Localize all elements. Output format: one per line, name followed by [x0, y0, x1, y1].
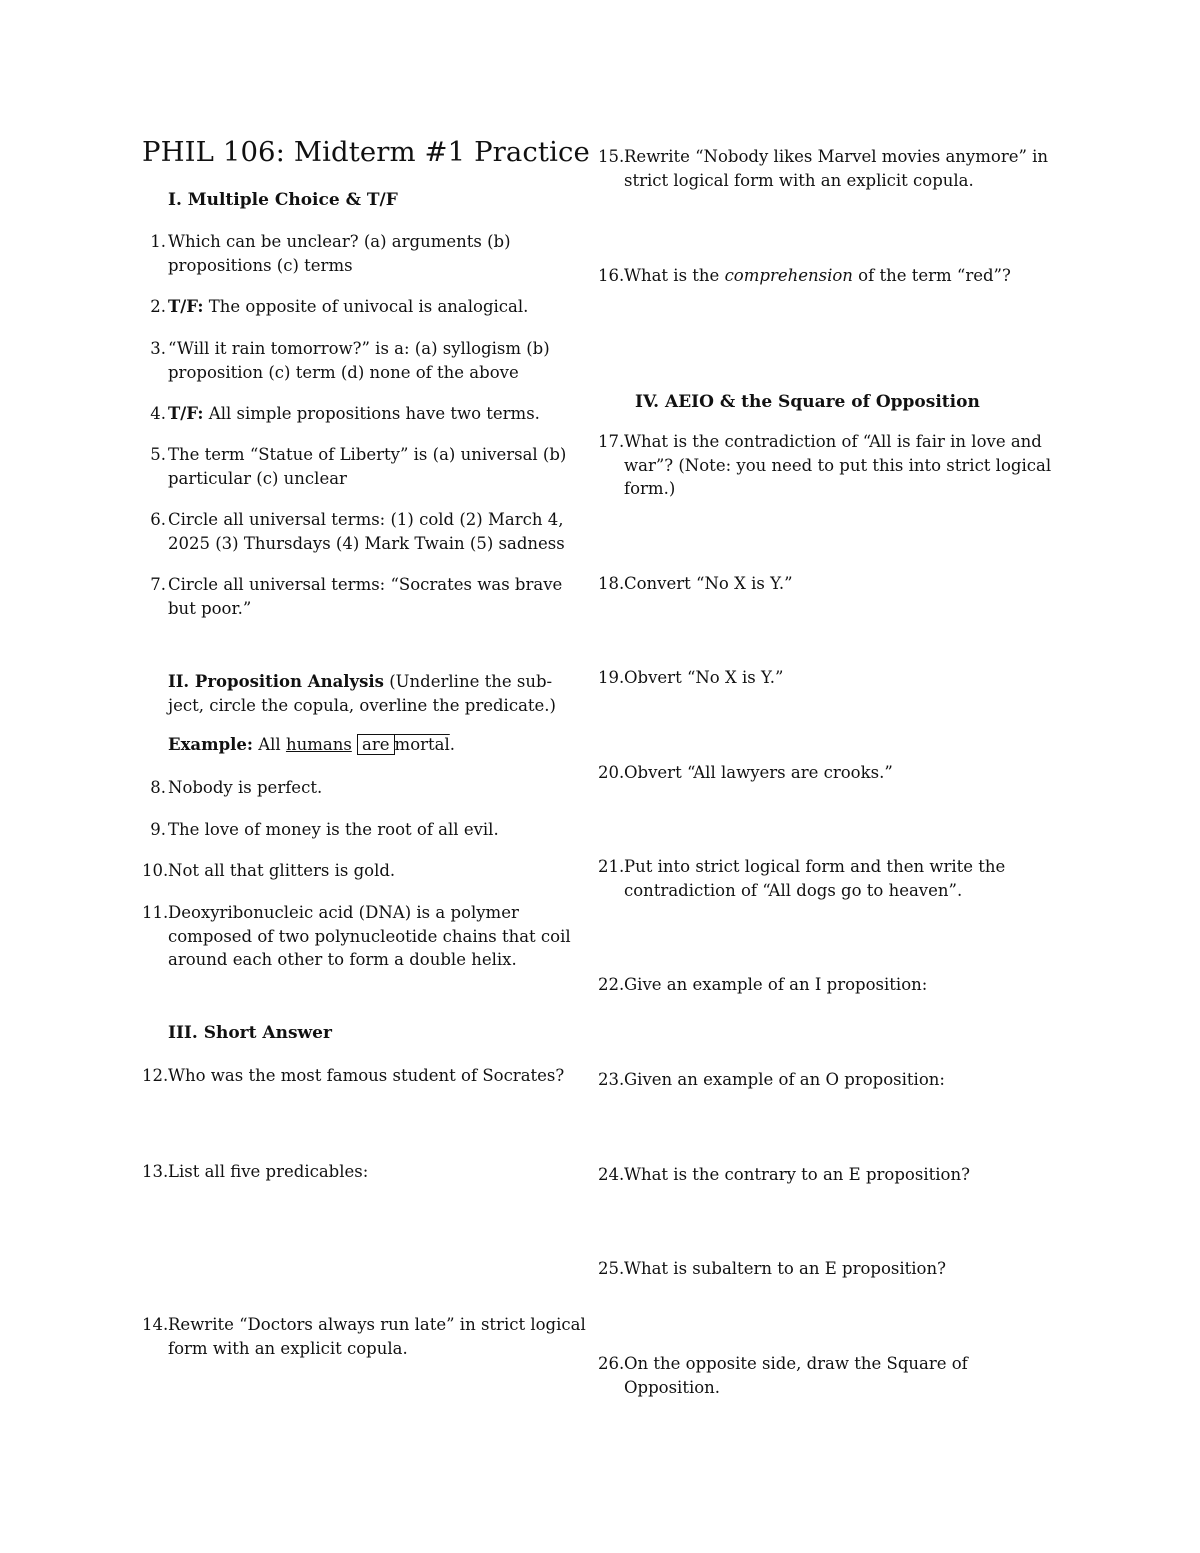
page-title: PHIL 106: Midterm #1 Practice	[142, 136, 590, 168]
question-number: 20.	[598, 763, 625, 782]
question-number: 12.	[142, 1066, 169, 1085]
question-number: 15.	[598, 147, 625, 166]
question-text: The love of money is the root of all evil.	[168, 820, 499, 839]
question-text: Rewrite “Doctors always run late” in strict logical form with an explicit copula.	[168, 1315, 586, 1358]
question-text: Not all that glitters is gold.	[168, 861, 396, 880]
question-text: Which can be unclear? (a) arguments (b) propositions (c) terms	[168, 232, 511, 275]
section-heading-aeio: IV. AEIO & the Square of Opposition	[635, 392, 980, 412]
section-instructions: (Underline the sub-ject, circle the copula, overline the predicate.)	[168, 672, 556, 715]
question-number: 14.	[142, 1315, 169, 1334]
question-number: 3.	[150, 339, 166, 358]
question-number: 9.	[150, 820, 166, 839]
question-text: Obvert “All lawyers are crooks.”	[624, 763, 893, 782]
true-false-label: T/F:	[168, 297, 204, 316]
example-predicate: mortal	[394, 735, 450, 754]
question-text: Circle all universal terms: (1) cold (2) March 4, 2025 (3) Thursdays (4) Mark Twain (5) sadness	[168, 510, 565, 553]
question-text: Give an example of an I proposition:	[624, 975, 928, 994]
question-text: “Will it rain tomorrow?” is a: (a) syllogism (b) proposition (c) term (d) none of the above	[168, 339, 550, 382]
question-text: On the opposite side, draw the Square of Opposition.	[624, 1354, 968, 1397]
question-text: Put into strict logical form and then write the contradiction of “All dogs go to heaven”.	[624, 857, 1006, 900]
question-text-start: What is the	[624, 266, 725, 285]
question-number: 21.	[598, 857, 625, 876]
question-text: Convert “No X is Y.”	[624, 574, 793, 593]
question-text: Who was the most famous student of Socrates?	[168, 1066, 565, 1085]
example-line	[168, 735, 455, 754]
question-text: Circle all universal terms: “Socrates was brave but poor.”	[168, 575, 563, 618]
question-text	[624, 264, 1064, 288]
example-subject: humans	[285, 735, 352, 754]
example-period: .	[449, 735, 456, 754]
question-text: Nobody is perfect.	[168, 778, 323, 797]
question-text	[168, 402, 588, 426]
question-number: 22.	[598, 975, 625, 994]
question-emphasis: comprehension	[724, 266, 853, 285]
question-text: Rewrite “Nobody likes Marvel movies anymore” in strict logical form with an explicit copula.	[624, 147, 1049, 190]
question-number: 19.	[598, 668, 625, 687]
question-text: What is the contrary to an E proposition?	[624, 1165, 970, 1184]
question-text-end: of the term “red”?	[852, 266, 1011, 285]
question-number: 10.	[142, 861, 169, 880]
section-heading-proposition-analysis	[168, 670, 588, 717]
section-heading-bold: II. Proposition Analysis	[168, 672, 384, 691]
question-number: 25.	[598, 1259, 625, 1278]
question-text: What is the contradiction of “All is fair in love and war”? (Note: you need to put this into strict logical form.)	[624, 432, 1052, 498]
question-text: Obvert “No X is Y.”	[624, 668, 784, 687]
example-all: All	[258, 735, 281, 754]
question-number: 24.	[598, 1165, 625, 1184]
question-text	[168, 295, 588, 319]
question-number: 13.	[142, 1162, 169, 1181]
section-heading-multiple-choice: I. Multiple Choice & T/F	[168, 190, 398, 210]
question-number: 23.	[598, 1070, 625, 1089]
question-number: 18.	[598, 574, 625, 593]
question-text: Deoxyribonucleic acid (DNA) is a polymer composed of two polynucleotide chains that coil around each other to form a double helix.	[168, 903, 571, 969]
true-false-label: T/F:	[168, 404, 204, 423]
question-text: The term “Statue of Liberty” is (a) universal (b) particular (c) unclear	[168, 445, 567, 488]
question-number: 2.	[150, 297, 166, 316]
question-number: 26.	[598, 1354, 625, 1373]
question-text: List all five predicables:	[168, 1162, 369, 1181]
question-number: 1.	[150, 232, 166, 251]
question-number: 5.	[150, 445, 166, 464]
question-number: 11.	[142, 903, 169, 922]
question-number: 7.	[150, 575, 166, 594]
question-body: The opposite of univocal is analogical.	[203, 297, 529, 316]
question-body: All simple propositions have two terms.	[203, 404, 540, 423]
question-number: 4.	[150, 404, 166, 423]
question-number: 16.	[598, 266, 625, 285]
question-number: 8.	[150, 778, 166, 797]
question-text: What is subaltern to an E proposition?	[624, 1259, 946, 1278]
question-number: 17.	[598, 432, 625, 451]
question-text: Given an example of an O proposition:	[624, 1070, 945, 1089]
section-heading-short-answer: III. Short Answer	[168, 1023, 332, 1043]
question-number: 6.	[150, 510, 166, 529]
example-label: Example:	[168, 735, 253, 754]
example-copula: are	[357, 734, 395, 755]
